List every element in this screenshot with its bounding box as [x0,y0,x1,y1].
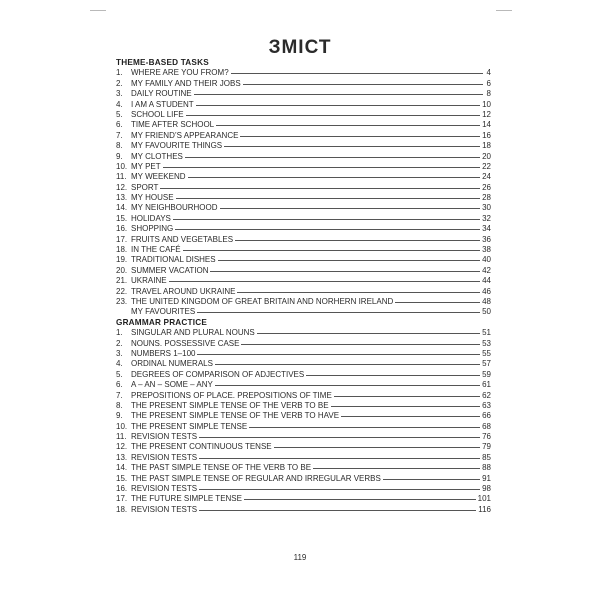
toc-entry [116,141,491,151]
entry-number: 3. [116,348,123,358]
entry-page-number: 40 [482,255,491,265]
entry-title: MY NEIGHBOURHOOD [131,203,218,213]
entry-number: 6. [116,120,123,130]
entry-title: REVISION TESTS [131,504,198,514]
toc-entry [116,432,491,442]
leader-line [199,458,480,459]
entry-number: 12. [116,182,128,192]
entry-number: 17. [116,234,128,244]
entry-number: 18. [116,245,128,255]
toc-entry [116,339,491,349]
entry-number: 2. [116,78,123,88]
toc-entry [116,359,491,369]
toc-entry [116,276,491,286]
toc-entry [116,183,491,193]
leader-line [169,281,481,282]
entry-title: REVISION TESTS [131,432,198,442]
toc-entry [116,245,491,255]
toc-entry [116,152,491,162]
toc-entry [116,235,491,245]
entry-page-number: 68 [482,421,491,431]
toc-entry [116,328,491,338]
leader-line [249,427,480,428]
leader-line [243,84,483,85]
toc-entry [116,203,491,213]
entry-title: MY FAVOURITES [131,307,196,317]
entry-page-number: 62 [482,390,491,400]
entry-page-number: 4 [486,68,491,78]
entry-page-number: 46 [482,286,491,296]
entry-title: UKRAINE [131,276,167,286]
leader-line [257,333,480,334]
entry-title: SCHOOL LIFE [131,109,184,119]
entry-title: SUMMER VACATION [131,265,209,275]
leader-line [224,146,480,147]
toc-entry [116,307,491,317]
toc-entry [116,79,491,89]
toc-entry [116,494,491,504]
leader-line [183,250,480,251]
toc-entry [116,411,491,421]
leader-line [176,198,481,199]
toc-entry [116,505,491,515]
toc-entry [116,110,491,120]
entry-number: 13. [116,193,128,203]
entry-number: 7. [116,130,123,140]
leader-line [274,447,480,448]
entry-number: 16. [116,484,128,494]
entry-number: 13. [116,452,128,462]
leader-line [163,167,480,168]
leader-line [197,312,480,313]
entry-page-number: 59 [482,369,491,379]
entry-title: THE PRESENT CONTINUOUS TENSE [131,442,272,452]
leader-line [395,302,480,303]
entry-page-number: 55 [482,348,491,358]
entry-number: 2. [116,338,123,348]
entry-number: 15. [116,473,128,483]
entry-number: 9. [116,411,123,421]
entry-title: A – AN – SOME – ANY [131,380,213,390]
leader-line [188,177,481,178]
entry-title: MY CLOTHES [131,151,183,161]
leader-line [306,375,480,376]
entry-number: 14. [116,463,128,473]
entry-title: FRUITS AND VEGETABLES [131,234,234,244]
entry-title: SINGULAR AND PLURAL NOUNS [131,328,255,338]
toc-entry [116,172,491,182]
entry-page-number: 44 [482,276,491,286]
leader-line [210,271,480,272]
entry-title: MY PET [131,161,161,171]
entry-number: 15. [116,213,128,223]
entry-page-number: 20 [482,151,491,161]
leader-line [197,354,480,355]
leader-line [199,510,476,511]
crop-mark-left [90,10,106,11]
entry-page-number: 63 [482,400,491,410]
entry-number: 10. [116,161,128,171]
toc-entry [116,401,491,411]
entry-title: THE PRESENT SIMPLE TENSE OF THE VERB TO HAVE [131,411,340,421]
leader-line [215,385,480,386]
table-of-contents [116,58,491,515]
entry-page-number: 57 [482,359,491,369]
leader-line [218,260,480,261]
entry-page-number: 42 [482,265,491,275]
entry-title: TRAVEL AROUND UKRAINE [131,286,236,296]
toc-entry [116,370,491,380]
entry-number: 10. [116,421,128,431]
toc-entry [116,255,491,265]
leader-line [186,115,480,116]
entry-title: THE UNITED KINGDOM OF GREAT BRITAIN AND NORHERN IRELAND [131,296,394,306]
entry-number: 12. [116,442,128,452]
leader-line [185,157,480,158]
entry-page-number: 12 [482,109,491,119]
entry-page-number: 61 [482,380,491,390]
entry-number: 1. [116,328,123,338]
entry-page-number: 85 [482,452,491,462]
entry-page-number: 76 [482,432,491,442]
entry-number: 20. [116,265,128,275]
toc-entry [116,474,491,484]
entry-number: 9. [116,151,123,161]
entry-title: MY HOUSE [131,193,174,203]
entry-title: REVISION TESTS [131,484,198,494]
entry-title: ORDINAL NUMERALS [131,359,213,369]
entry-title: MY WEEKEND [131,172,186,182]
section-heading: GRAMMAR PRACTICE [116,317,207,327]
entry-title: TRADITIONAL DISHES [131,255,216,265]
leader-line [231,73,483,74]
entry-title: MY FRIEND’S APPEARANCE [131,130,239,140]
entry-page-number: 28 [482,193,491,203]
entry-page-number: 18 [482,141,491,151]
entry-number: 17. [116,494,128,504]
entry-page-number: 38 [482,245,491,255]
entry-number: 11. [116,172,127,182]
toc-entry [116,89,491,99]
toc-entry [116,463,491,473]
entry-page-number: 101 [477,494,491,504]
toc-entry [116,266,491,276]
leader-line [173,219,480,220]
entry-title: DAILY ROUTINE [131,89,192,99]
entry-title: THE PRESENT SIMPLE TENSE OF THE VERB TO BE [131,400,329,410]
entry-title: DEGREES OF COMPARISON OF ADJECTIVES [131,369,305,379]
entry-title: NOUNS. POSSESSIVE CASE [131,338,240,348]
toc-entry [116,391,491,401]
leader-line [215,364,480,365]
entry-page-number: 24 [482,172,491,182]
entry-page-number: 22 [482,161,491,171]
toc-entry [116,131,491,141]
entry-title: THE PRESENT SIMPLE TENSE [131,421,248,431]
entry-page-number: 91 [482,473,491,483]
entry-title: THE PAST SIMPLE TENSE OF THE VERB TO BE [131,463,312,473]
entry-number: 16. [116,224,128,234]
toc-entry [116,422,491,432]
leader-line [341,416,480,417]
entry-number: 5. [116,109,123,119]
leader-line [199,437,480,438]
entry-number: 14. [116,203,128,213]
leader-line [235,240,480,241]
leader-line [160,188,480,189]
entry-title: THE FUTURE SIMPLE TENSE [131,494,242,504]
page-number: 119 [293,553,307,562]
entry-title: NUMBERS 1–100 [131,348,196,358]
entry-number: 3. [116,89,123,99]
leader-line [220,208,481,209]
entry-title: MY FAMILY AND THEIR JOBS [131,78,241,88]
entry-number: 23. [116,296,128,306]
leader-line [199,489,480,490]
entry-page-number: 8 [486,89,491,99]
entry-number: 8. [116,400,123,410]
entry-title: SPORT [131,182,159,192]
entry-title: REVISION TESTS [131,452,198,462]
entry-title: SHOPPING [131,224,174,234]
entry-page-number: 79 [482,442,491,452]
entry-number: 7. [116,390,123,400]
entry-title: MY FAVOURITE THINGS [131,141,223,151]
leader-line [244,499,476,500]
toc-entry [116,349,491,359]
entry-page-number: 10 [482,99,491,109]
entry-number: 22. [116,286,128,296]
entry-number: 4. [116,359,123,369]
entry-page-number: 51 [482,328,491,338]
page-title: ЗМІСТ [268,37,332,58]
entry-number: 5. [116,369,123,379]
entry-page-number: 34 [482,224,491,234]
entry-title: TIME AFTER SCHOOL [131,120,215,130]
entry-number: 6. [116,380,123,390]
leader-line [313,468,480,469]
leader-line [175,229,480,230]
entry-page-number: 53 [482,338,491,348]
entry-number: 4. [116,99,123,109]
entry-page-number: 6 [486,78,491,88]
leader-line [334,396,480,397]
toc-entry [116,224,491,234]
toc-entry [116,380,491,390]
toc-entry [116,100,491,110]
entry-page-number: 14 [482,120,491,130]
leader-line [241,344,480,345]
entry-title: HOLIDAYS [131,213,171,223]
toc-entry [116,162,491,172]
toc-entry [116,68,491,78]
leader-line [383,479,480,480]
toc-entry [116,120,491,130]
entry-page-number: 116 [478,504,491,514]
entry-title: WHERE ARE YOU FROM? [131,68,229,78]
toc-entry [116,193,491,203]
entry-page-number: 48 [482,296,491,306]
toc-entry [116,442,491,452]
leader-line [331,406,481,407]
entry-number: 18. [116,504,128,514]
entry-number: 8. [116,141,123,151]
leader-line [216,125,480,126]
toc-entry [116,297,491,307]
entry-number: 1. [116,68,123,78]
entry-page-number: 88 [482,463,491,473]
entry-page-number: 36 [482,234,491,244]
section-heading: THEME-BASED TASKS [116,58,209,67]
leader-line [196,105,480,106]
leader-line [194,94,483,95]
entry-page-number: 50 [482,307,491,317]
entry-title: IN THE CAFÉ [131,245,181,255]
entry-title: PREPOSITIONS OF PLACE. PREPOSITIONS OF TIME [131,390,332,400]
toc-entry [116,484,491,494]
leader-line [237,292,480,293]
toc-entry [116,287,491,297]
entry-title: THE PAST SIMPLE TENSE OF REGULAR AND IRREGULAR VERBS [131,473,381,483]
entry-title: I AM A STUDENT [131,99,194,109]
entry-number: 21. [116,276,128,286]
toc-entry [116,214,491,224]
entry-number: 11. [116,432,127,442]
leader-line [240,136,480,137]
entry-page-number: 98 [482,484,491,494]
toc-entry [116,453,491,463]
entry-page-number: 30 [482,203,491,213]
entry-page-number: 16 [482,130,491,140]
entry-page-number: 26 [482,182,491,192]
entry-page-number: 32 [482,213,491,223]
entry-page-number: 66 [482,411,491,421]
crop-mark-right [496,10,512,11]
entry-number: 19. [116,255,128,265]
